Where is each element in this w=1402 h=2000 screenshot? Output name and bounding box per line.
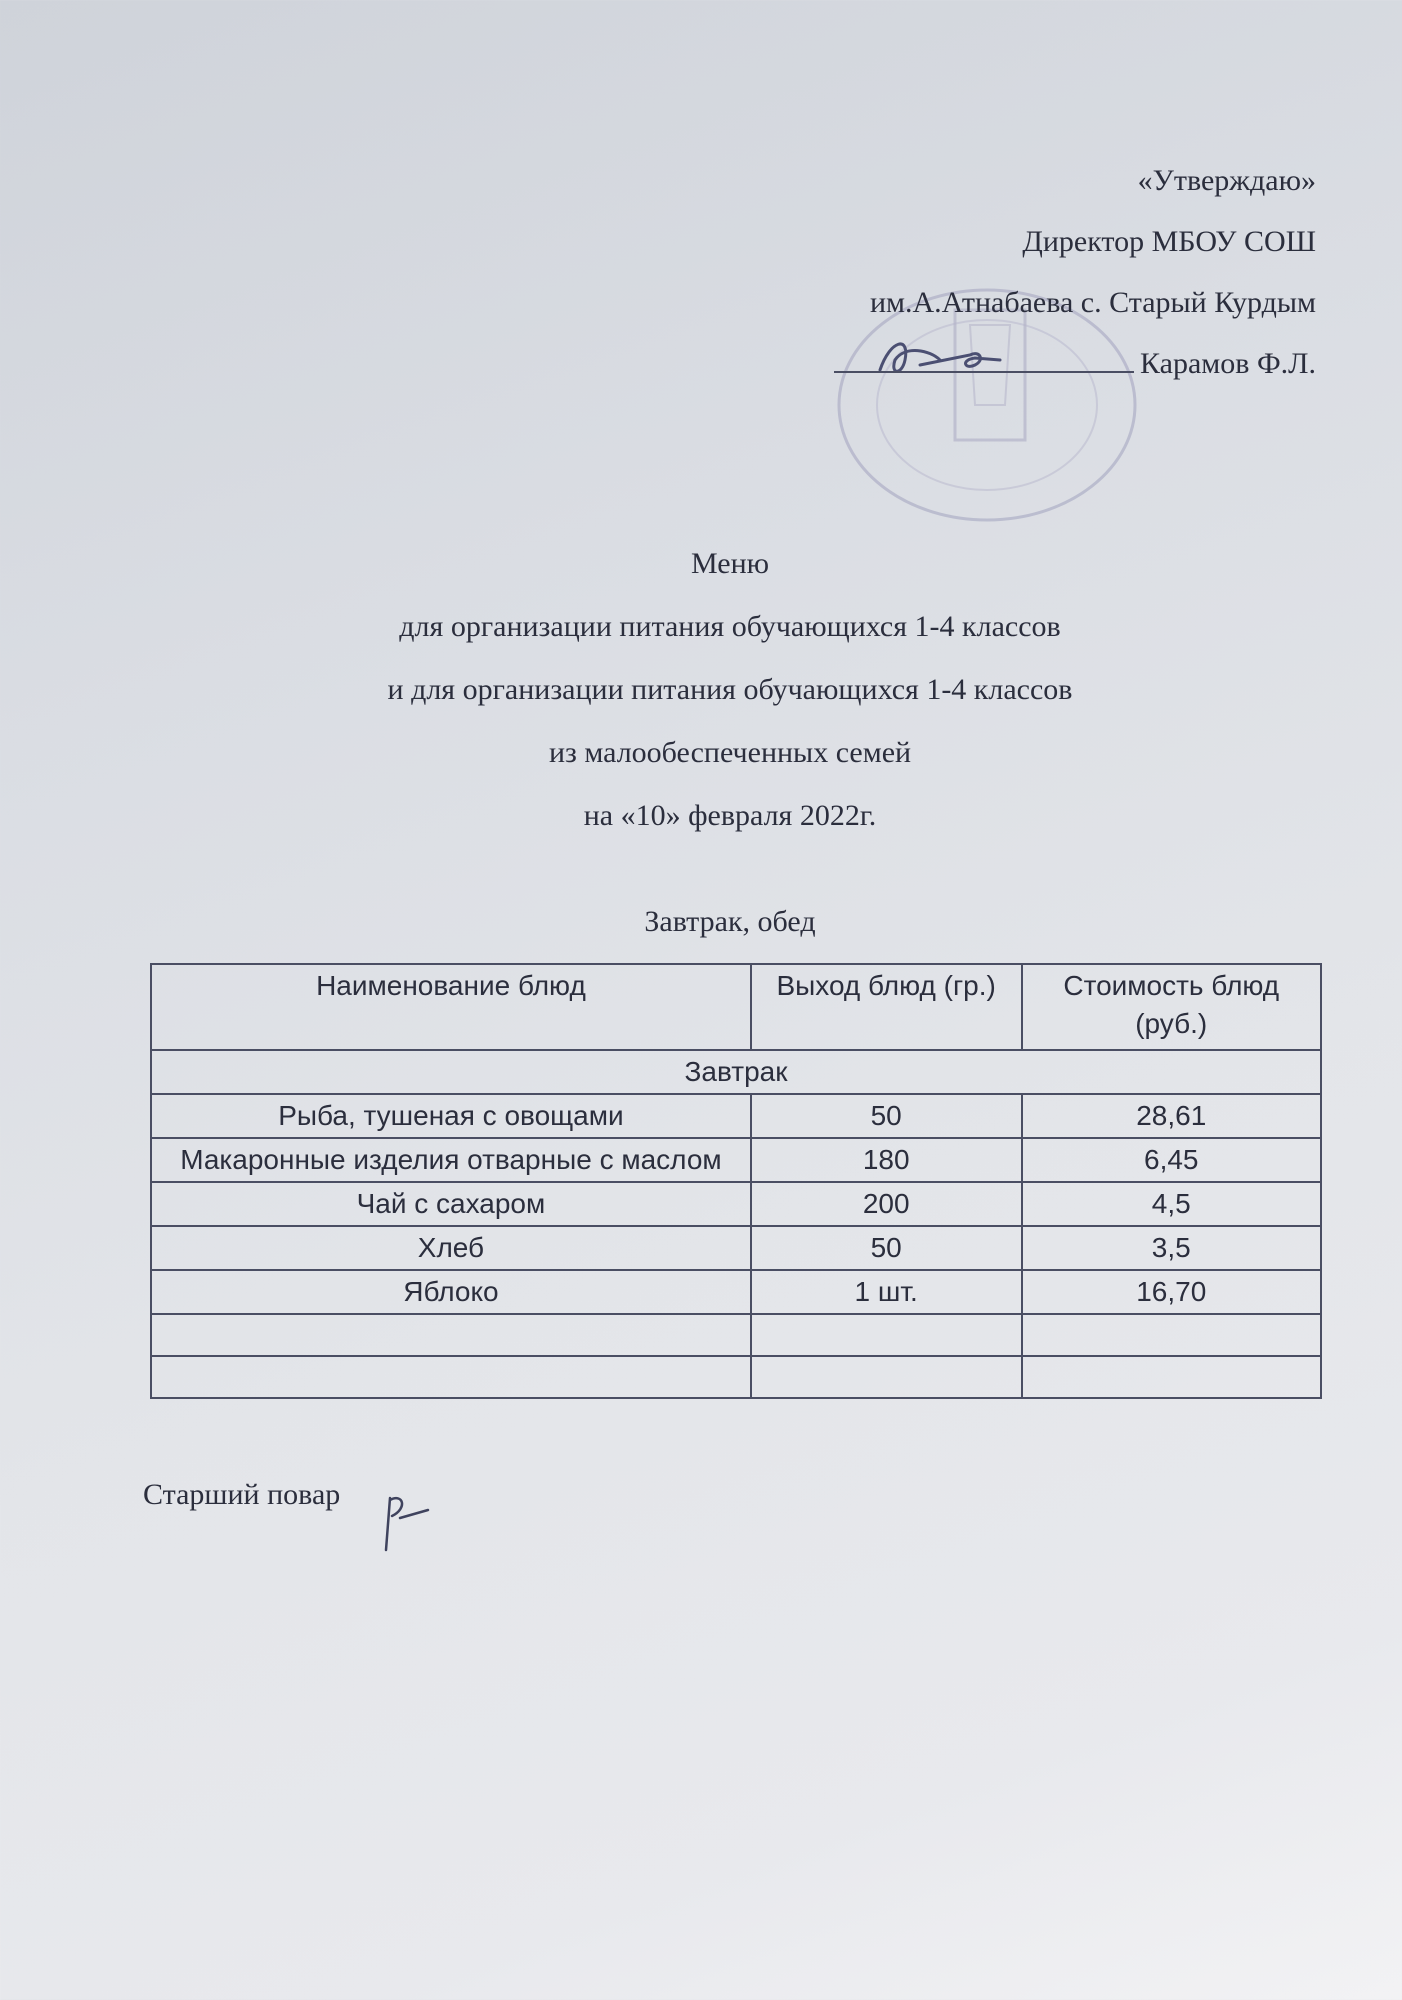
menu-header (0, 532, 1402, 847)
menu-table (150, 963, 1322, 1399)
column-header-output: Выход блюд (гр.) (751, 964, 1022, 1050)
dish-output: 200 (751, 1182, 1022, 1226)
approval-position: Директор МБОУ СОШ (1022, 225, 1316, 258)
table-header-row (151, 964, 1321, 1050)
dish-output: 50 (751, 1094, 1022, 1138)
dish-name: Рыба, тушеная с овощами (151, 1094, 751, 1138)
approval-heading: «Утверждаю» (1137, 164, 1316, 197)
dish-output: 50 (751, 1226, 1022, 1270)
menu-date: на «10» февраля 2022г. (583, 799, 877, 832)
dish-output: 180 (751, 1138, 1022, 1182)
dish-cost: 28,61 (1022, 1094, 1322, 1138)
dish-output (751, 1314, 1022, 1356)
dish-name: Яблоко (151, 1270, 751, 1314)
approval-signature-line (616, 333, 1316, 394)
menu-subtitle-1: для организации питания обучающихся 1-4 классов (399, 610, 1061, 643)
table-row (151, 1138, 1321, 1182)
table-row (151, 1182, 1321, 1226)
dish-cost (1022, 1356, 1322, 1398)
approval-school: им.А.Атнабаева с. Старый Курдым (869, 286, 1316, 319)
empty-row (151, 1314, 1321, 1356)
empty-row (151, 1356, 1321, 1398)
menu-subtitle-3: из малообеспеченных семей (548, 736, 912, 769)
meal-title: Завтрак, обед (644, 905, 816, 938)
dish-name: Хлеб (151, 1226, 751, 1270)
menu-subtitle-2: и для организации питания обучающихся 1-4 классов (387, 673, 1073, 706)
approval-block (616, 150, 1316, 394)
dish-name: Чай с сахаром (151, 1182, 751, 1226)
column-header-cost: Стоимость блюд (руб.) (1022, 964, 1322, 1050)
dish-name (151, 1314, 751, 1356)
menu-title: Меню (690, 547, 770, 580)
column-header-name: Наименование блюд (151, 964, 751, 1050)
dish-name (151, 1356, 751, 1398)
section-breakfast: Завтрак (151, 1050, 1321, 1094)
dish-cost (1022, 1314, 1322, 1356)
dish-cost: 16,70 (1022, 1270, 1322, 1314)
approval-signatory: Карамов Ф.Л. (1140, 347, 1316, 380)
dish-name: Макаронные изделия отварные с маслом (151, 1138, 751, 1182)
chef-signature (378, 1488, 438, 1558)
dish-output: 1 шт. (751, 1270, 1022, 1314)
dish-cost: 3,5 (1022, 1226, 1322, 1270)
dish-cost: 4,5 (1022, 1182, 1322, 1226)
dish-cost: 6,45 (1022, 1138, 1322, 1182)
table-row (151, 1226, 1321, 1270)
signature-underline (834, 341, 1134, 373)
chef-label: Старший повар (143, 1478, 341, 1511)
table-row (151, 1094, 1321, 1138)
dish-output (751, 1356, 1022, 1398)
section-row (151, 1050, 1321, 1094)
table-row (151, 1270, 1321, 1314)
